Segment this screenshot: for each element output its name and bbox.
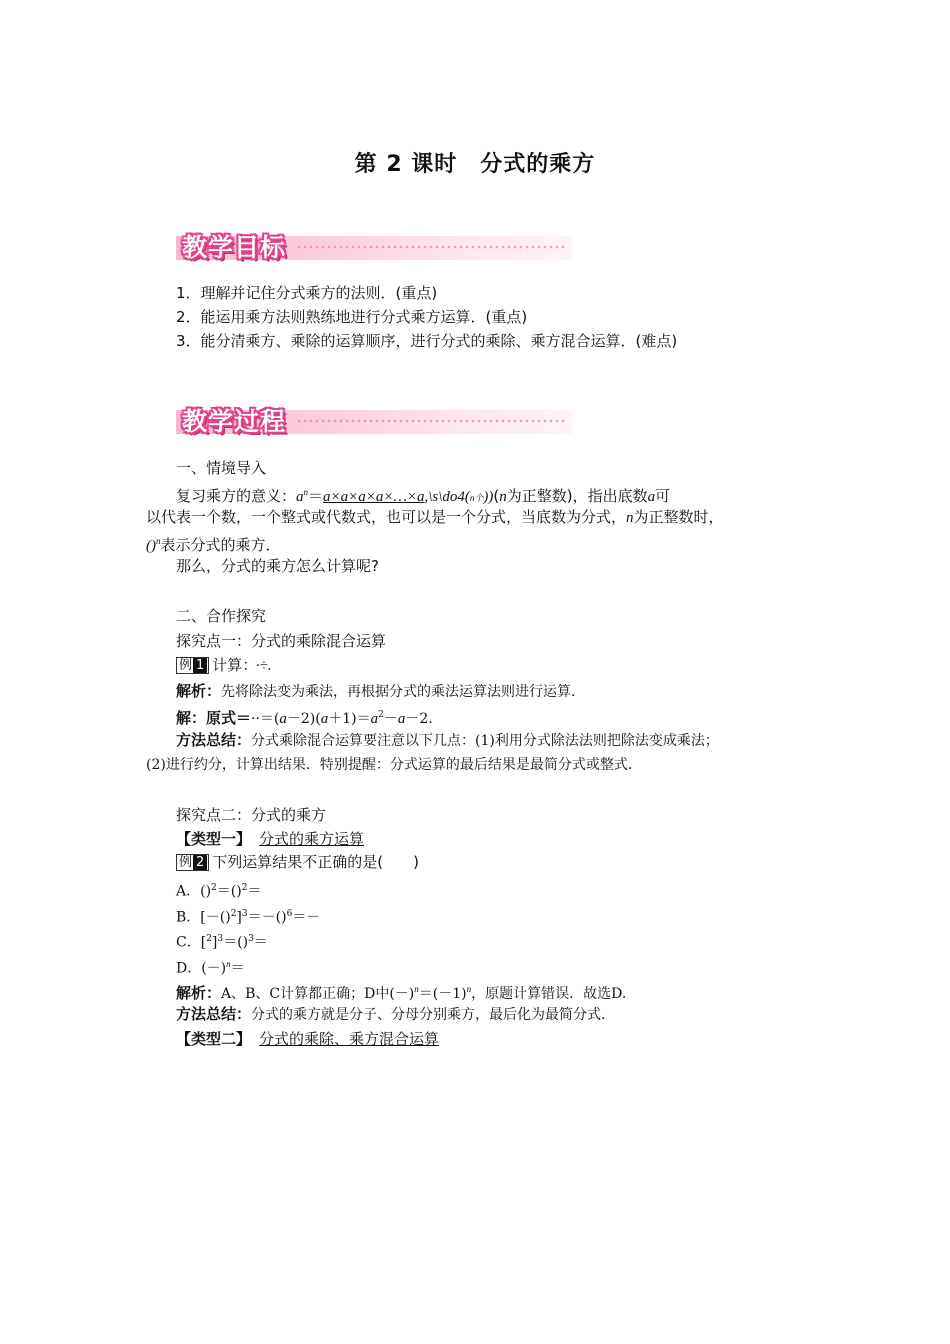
banner-dots <box>296 419 566 423</box>
option-a: A．()$^2$＝()$^2$＝ <box>176 883 262 900</box>
section-banner-goals <box>176 228 572 264</box>
intro-paragraph-line: 以代表一个数，一个整式或代数式，也可以是一个分式，当底数为分式，n为正整数时， <box>146 508 724 526</box>
explore-point-1: 探究点一：分式的乘除混合运算 <box>176 632 387 650</box>
summary-2: 方法总结：分式的乘方就是分子、分母分别乘方，最后化为最简分式． <box>176 1005 616 1023</box>
banner-dots <box>296 245 566 249</box>
summary-1-continued: (2)进行约分，计算出结果．特别提醒：分式运算的最后结果是最简分式或整式． <box>146 757 642 773</box>
analysis-2: 解析：A、B、C计算都正确；D中$(-)^n=(-1)^n$，原题计算错误．故选D. <box>176 984 627 1002</box>
type-2-heading: 【类型二】 分式的乘除、乘方混合运算 <box>176 1030 440 1048</box>
option-c: C．$[^2]^3=()^3=$ <box>176 934 268 951</box>
explore-heading: 二、合作探究 <box>176 607 267 625</box>
option-d: D．$(-)^n=$ <box>176 959 245 977</box>
option-b: B．$[-()^2]^3=-()^6=-$ <box>176 909 321 926</box>
example-badge: 例 2 <box>176 854 209 871</box>
example-1: 例 1 计算： ·÷. <box>176 655 272 676</box>
goal-item: 3．能分清乘方、乘除的运算顺序，进行分式的乘除、乘方混合运算．(难点) <box>176 332 678 350</box>
analysis-1: 解析：先将除法变为乘法，再根据分式的乘法运算法则进行运算． <box>176 682 586 700</box>
intro-paragraph-line: ()$^n$表示分式的乘方． <box>146 536 281 554</box>
banner-label: 教学过程 <box>182 407 287 436</box>
explore-point-2: 探究点二：分式的乘方 <box>176 806 327 824</box>
banner-label: 教学目标 <box>182 233 287 262</box>
goal-item: 1．理解并记住分式乘方的法则．(重点) <box>176 284 438 302</box>
summary-1: 方法总结：分式乘除混合运算要注意以下几点：(1)利用分式除法法则把除法变成乘法； <box>176 731 719 749</box>
solution-1: 解：原式$=\cdot\cdot=(a-2)(a+1)=a^2-a-2$. <box>176 709 433 727</box>
page-title: 第 2 课时 分式的乘方 <box>354 152 596 177</box>
intro-question: 那么，分式的乘方怎么计算呢? <box>176 557 379 575</box>
section-banner-process <box>176 402 572 438</box>
example-2: 例 2 下列运算结果不正确的是( ) <box>176 852 419 872</box>
example-badge: 例 1 <box>176 657 209 674</box>
intro-paragraph-line: 复习乘方的意义：$a^n=a\times a\times a\times a\times\dots\times a,\backslash s\backslash do4(n$个))(n为正整数)，指出底数a可 <box>176 487 671 505</box>
intro-heading: 一、情境导入 <box>176 459 267 477</box>
goal-item: 2．能运用乘方法则熟练地进行分式乘方运算．(重点) <box>176 308 528 326</box>
type-1-heading: 【类型一】 分式的乘方运算 <box>176 830 365 848</box>
